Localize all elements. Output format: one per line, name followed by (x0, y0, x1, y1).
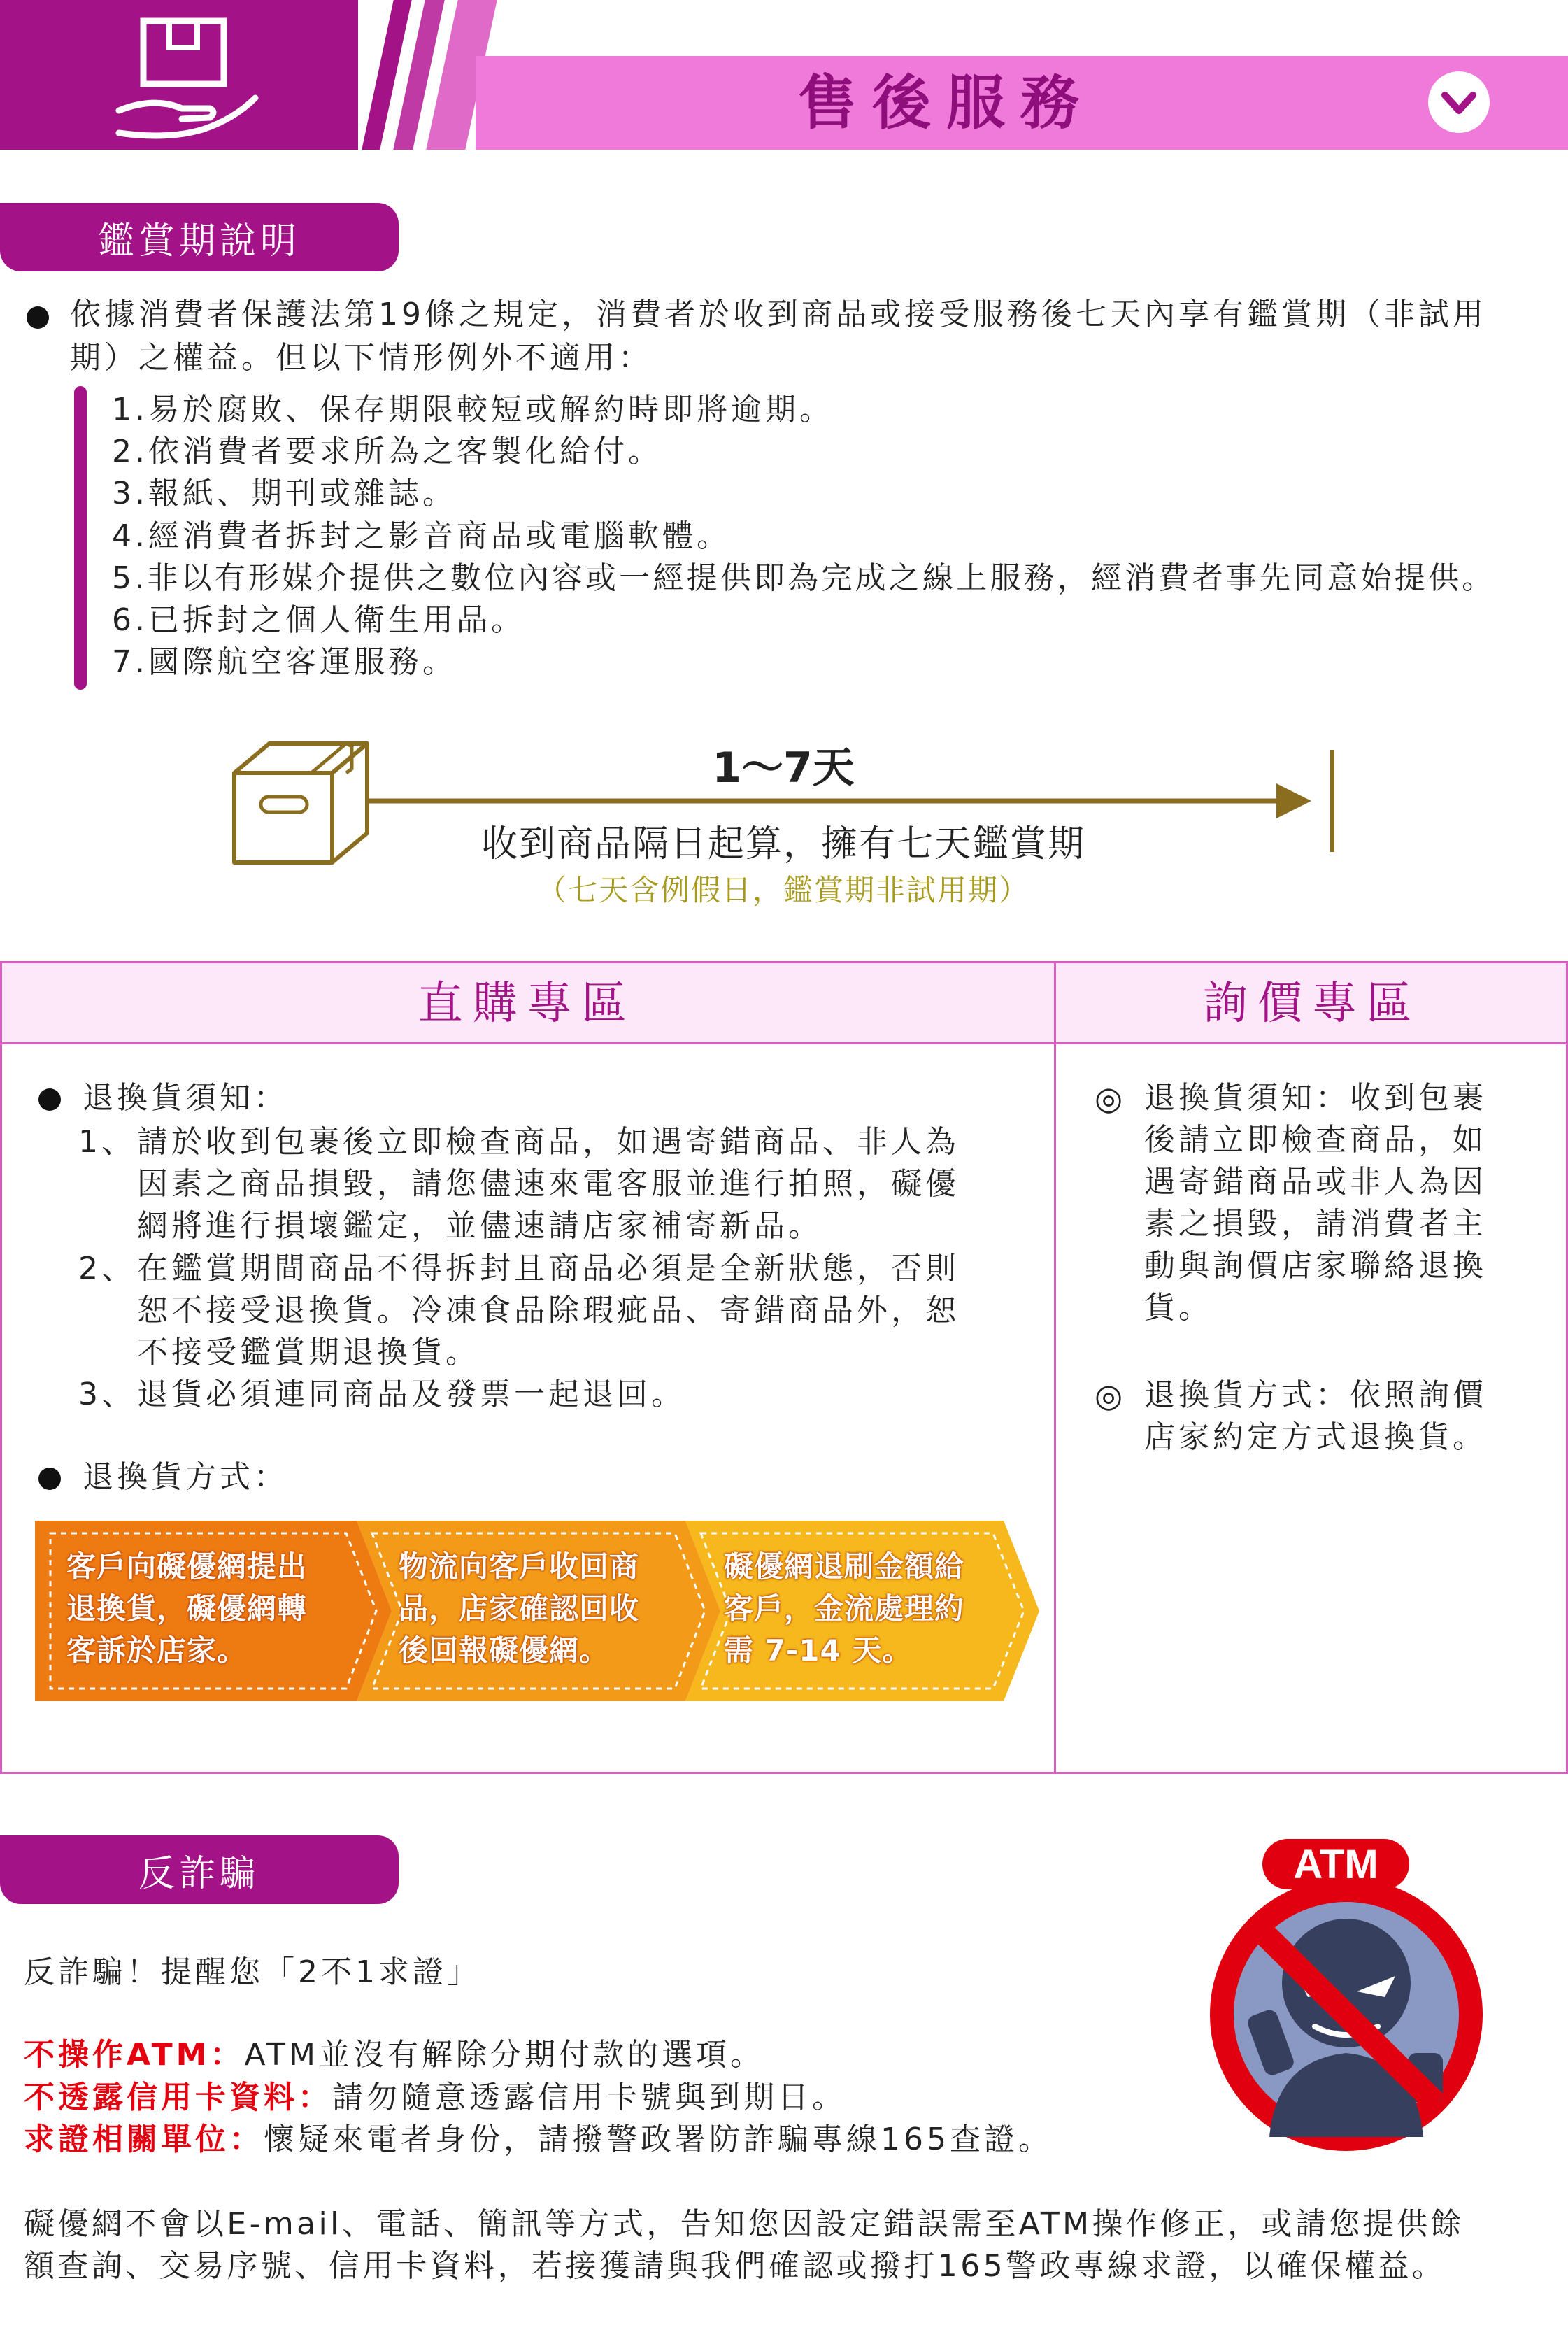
fraud-section-label: 反詐騙 (0, 1835, 399, 1904)
inquiry-notice: 退換貨須知：收到包裹 後請立即檢查商品，如 遇寄錯商品或非人為因 素之損毀，請消費者主 動與詢價店家聯絡退換 貨。 (1144, 1080, 1487, 1326)
fraud-tip: 不透露信用卡資料：請勿隨意透露信用卡號與到期日。 (24, 2080, 846, 2115)
chevron-down-icon (1428, 71, 1490, 133)
exception-item: 6.已拆封之個人衛生用品。 (112, 602, 525, 638)
fraud-closing-line-2: 額查詢、交易序號、信用卡資料，若接獲請與我們確認或撥打165警政專線求證，以確保權益。 (24, 2248, 1446, 2284)
bullet (27, 306, 49, 329)
exception-item: 1.易於腐敗、保存期限較短或解約時即將逾期。 (112, 392, 834, 427)
appraisal-intro-line-2: 期）之權益。但以下情形例外不適用： (70, 340, 653, 376)
service-hand-icon (105, 14, 266, 147)
rule-line: 恕不接受退換貨。冷凍食品除瑕疵品、寄錯商品外，恕 (137, 1293, 960, 1328)
inquiry-header: 詢價專區 (1203, 978, 1421, 1030)
rule-number: 3、 (78, 1377, 136, 1412)
fraud-tip: 不操作ATM：ATM並沒有解除分期付款的選項。 (24, 2037, 764, 2073)
fraud-intro: 反詐騙！提醒您「2不1求證」 (24, 1954, 481, 1990)
return-notice-title: 退換貨須知： (83, 1080, 288, 1116)
list-accent-bar (74, 386, 87, 690)
exception-item: 4.經消費者拆封之影音商品或電腦軟體。 (112, 518, 731, 554)
collapse-toggle[interactable] (1428, 71, 1490, 133)
circle-mark-icon: ◎ (1095, 1079, 1123, 1117)
exception-item: 2.依消費者要求所為之客製化給付。 (112, 434, 662, 469)
timeline-note: （七天含例假日，鑑賞期非試用期） (536, 873, 1029, 907)
rule-number: 2、 (78, 1251, 136, 1286)
package-box-icon (227, 738, 374, 867)
timeline-caption: 收到商品隔日起算，擁有七天鑑賞期 (480, 823, 1085, 865)
exception-item: 5.非以有形媒介提供之數位內容或一經提供即為完成之線上服務，經消費者事先同意始提供。 (112, 560, 1496, 596)
flow-step-2: 物流向客戶收回商 品，店家確認回收 後回報礙優網。 (399, 1549, 640, 1668)
bullet (38, 1088, 61, 1111)
appraisal-intro-line-1: 依據消費者保護法第19條之規定，消費者於收到商品或接受服務後七天內享有鑑賞期（非試用 (70, 297, 1487, 332)
fraud-tip: 求證相關單位：懷疑來電者身份，請撥警政署防詐騙專線165查證。 (24, 2122, 1053, 2157)
table-divider (1054, 961, 1056, 1774)
rule-line: 退貨必須連同商品及發票一起退回。 (137, 1377, 685, 1412)
fraud-closing-line-1: 礙優網不會以E-mail、電話、簡訊等方式，告知您因設定錯誤需至ATM操作修正，或請您提供餘 (24, 2206, 1464, 2242)
direct-purchase-header: 直購專區 (418, 978, 636, 1030)
bullet (38, 1468, 61, 1490)
page-title: 售後服務 (797, 69, 1095, 137)
circle-mark-icon: ◎ (1095, 1377, 1123, 1414)
rule-line: 請於收到包裹後立即檢查商品，如遇寄錯商品、非人為 (137, 1124, 960, 1160)
flow-step-3: 礙優網退刷金額給 客戶，金流處理約 需 7-14 天。 (724, 1549, 965, 1668)
timeline-range: 1～7天 (712, 744, 855, 793)
rule-number: 1、 (78, 1124, 136, 1160)
exception-item: 3.報紙、期刊或雜誌。 (112, 476, 457, 511)
flow-step-1: 客戶向礙優網提出 退換貨，礙優網轉 客訴於店家。 (66, 1549, 308, 1668)
rule-line: 在鑑賞期間商品不得拆封且商品必須是全新狀態，否則 (137, 1251, 960, 1286)
rule-line: 因素之商品損毀，請您儘速來電客服並進行拍照，礙優 (137, 1166, 960, 1202)
exception-item: 7.國際航空客運服務。 (112, 644, 457, 680)
return-method-title: 退換貨方式： (83, 1459, 288, 1495)
rule-line: 不接受鑑賞期退換貨。 (137, 1335, 480, 1370)
rule-line: 網將進行損壞鑑定，並儘速請店家補寄新品。 (137, 1208, 822, 1244)
inquiry-method: 退換貨方式：依照詢價 店家約定方式退換貨。 (1144, 1377, 1487, 1455)
appraisal-section-label: 鑑賞期說明 (0, 203, 399, 271)
atm-label: ATM (1293, 1842, 1378, 1887)
